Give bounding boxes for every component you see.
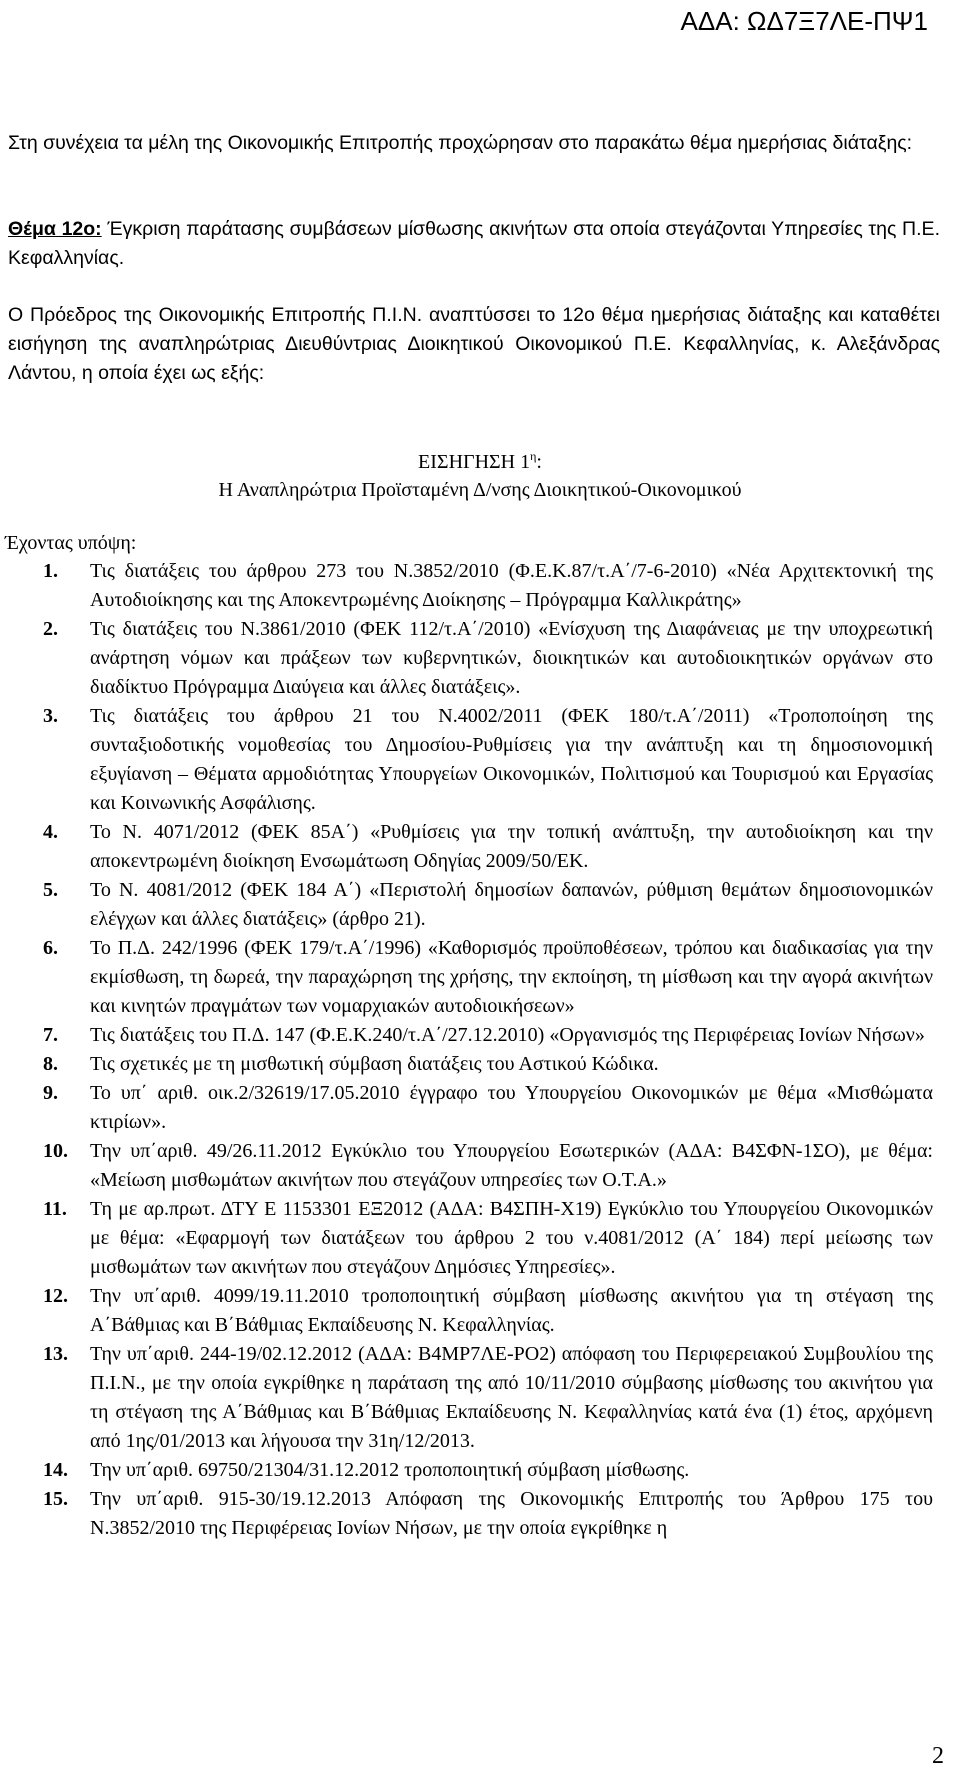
eisigisi-title (0, 449, 960, 475)
eisigisi-title-sup: η (530, 449, 537, 463)
ada-code: ΑΔΑ: ΩΔ7Ξ7ΛΕ-ΠΨ1 (680, 6, 928, 36)
reference-text: Την υπ΄αριθ. 244-19/02.12.2012 (ΑΔΑ: Β4ΜΡ7ΛΕ-ΡΟ2) απόφαση του Περιφερειακού Συμβουλίου της Π.Ι.Ν., με την οποία εγκρίθηκε η παράταση της από 10/11/2010 σύμβασης μίσθωσης του ακινήτου για τη στέγαση της Α΄Βάθμιας και Β΄Βάθμιας Εκπαίδευσης Ν. Κεφαλληνίας κατά ένα (1) έτος, αρχόμενη από 1ης/01/2013 και λήγουσα την 31η/12/2013. (90, 1343, 933, 1452)
topic-paragraph (8, 215, 940, 273)
page-number: 2 (932, 1743, 944, 1769)
intro-paragraph: Στη συνέχεια τα μέλη της Οικονομικής Επιτροπής προχώρησαν στο παρακάτω θέμα ημερήσιας διάταξης: (8, 132, 913, 154)
reference-text: Την υπ΄αριθ. 49/26.11.2012 Εγκύκλιο του Υπουργείου Εσωτερικών (ΑΔΑ: Β4ΣΦΝ-1ΣΟ), με θέμα: «Μείωση μισθωμάτων ακινήτων που στεγάζουν υπηρεσίες των Ο.Τ.Α.» (90, 1140, 933, 1191)
reference-item (8, 818, 933, 876)
reference-item (8, 702, 933, 818)
reference-item (8, 1485, 933, 1543)
reference-number: 10. (43, 1140, 68, 1162)
reference-text: Τις διατάξεις του άρθρου 273 του Ν.3852/2010 (Φ.Ε.Κ.87/τ.Α΄/7-6-2010) «Νέα Αρχιτεκτονική της Αυτοδιοίκησης και της Αποκεντρωμένης Διοίκησης – Πρόγραμμα Καλλικράτης» (90, 560, 933, 611)
reference-number: 13. (43, 1343, 68, 1365)
reference-text: Την υπ΄αριθ. 69750/21304/31.12.2012 τροποποιητική σύμβαση μίσθωσης. (90, 1459, 690, 1481)
eisigisi-title-text: ΕΙΣΗΓΗΣΗ 1 (418, 451, 531, 473)
reference-item (8, 1456, 933, 1485)
reference-item (8, 876, 933, 934)
reference-item (8, 1195, 933, 1282)
reference-text: Την υπ΄αριθ. 915-30/19.12.2013 Απόφαση της Οικονομικής Επιτροπής του Άρθρου 175 του Ν.3852/2010 της Περιφέρειας Ιονίων Νήσων, με την οποία εγκρίθηκε η (90, 1488, 933, 1539)
president-paragraph: Ο Πρόεδρος της Οικονομικής Επιτροπής Π.Ι.Ν. αναπτύσσει το 12ο θέμα ημερήσιας διάταξης και καταθέτει εισήγηση της αναπληρώτριας Διευθύντριας Διοικητικού Οικονομικού Π.Ε. Κεφαλληνίας, κ. Αλεξάνδρας Λάντου, η οποία έχει ως εξής: (8, 304, 940, 384)
reference-item (8, 1282, 933, 1340)
reference-text: Τις σχετικές με τη μισθωτική σύμβαση διατάξεις του Αστικού Κώδικα. (90, 1053, 659, 1075)
reference-text: Το Ν. 4071/2012 (ΦΕΚ 85Α΄) «Ρυθμίσεις για την τοπική ανάπτυξη, την αυτοδιοίκηση και την αποκεντρωμένη διοίκηση Ενσωμάτωση Οδηγίας 2009/50/ΕΚ. (90, 821, 933, 872)
reference-number: 1. (43, 560, 58, 582)
reference-number: 4. (43, 821, 58, 843)
reference-text: Το Π.Δ. 242/1996 (ΦΕΚ 179/τ.Α΄/1996) «Καθορισμός προϋποθέσεων, τρόπου και διαδικασίας για την εκμίσθωση, τη δωρεά, την παραχώρηση της χρήσης, την εκποίηση, τη μίσθωση και την αγορά ακινήτων και κινητών πραγμάτων των νομαρχιακών αυτοδιοικήσεων» (90, 937, 933, 1017)
reference-text: Τη με αρ.πρωτ. ΔΤΥ Ε 1153301 ΕΞ2012 (ΑΔΑ: Β4ΣΠΗ-Χ19) Εγκύκλιο του Υπουργείου Οικονομικών με θέμα: «Εφαρμογή των διατάξεων του άρθρου 2 του ν.4081/2012 (Α΄ 184) περί μείωσης των μισθωμάτων των ακινήτων που στεγάζουν Δημόσιες Υπηρεσίες». (90, 1198, 933, 1278)
reference-number: 2. (43, 618, 58, 640)
reference-text: Το Ν. 4081/2012 (ΦΕΚ 184 Α΄) «Περιστολή δημοσίων δαπανών, ρύθμιση θεμάτων δημοσιονομικών ελέγχων και άλλες διατάξεις» (άρθρο 21). (90, 879, 933, 930)
reference-number: 8. (43, 1053, 58, 1075)
reference-item (8, 1079, 933, 1137)
reference-item (8, 1137, 933, 1195)
reference-text: Την υπ΄αριθ. 4099/19.11.2010 τροποποιητική σύμβαση μίσθωσης ακινήτου για τη στέγαση της Α΄Βάθμιας και Β΄Βάθμιας Εκπαίδευσης Ν. Κεφαλληνίας. (90, 1285, 933, 1336)
reference-number: 5. (43, 879, 58, 901)
references-list (8, 557, 933, 1543)
reference-number: 15. (43, 1488, 68, 1510)
reference-text: Τις διατάξεις του άρθρου 21 του Ν.4002/2011 (ΦΕΚ 180/τ.Α΄/2011) «Τροποποίηση της συνταξιοδοτικής νομοθεσίας του Δημοσίου-Ρυθμίσεις για την ανάπτυξη και τη δημοσιονομική εξυγίανση – Θέματα αρμοδιότητας Υπουργείων Οικονομικών, Πολιτισμού και Τουρισμού και Εργασίας και Κοινωνικής Ασφάλισης. (90, 705, 933, 814)
reference-number: 3. (43, 705, 58, 727)
reference-number: 14. (43, 1459, 68, 1481)
reference-text: Τις διατάξεις του Π.Δ. 147 (Φ.Ε.Κ.240/τ.Α΄/27.12.2010) «Οργανισμός της Περιφέρειας Ιονίων Νήσων» (90, 1024, 925, 1046)
reference-number: 11. (43, 1198, 67, 1220)
reference-item (8, 557, 933, 615)
reference-item (8, 615, 933, 702)
reference-number: 7. (43, 1024, 58, 1046)
reference-number: 12. (43, 1285, 68, 1307)
reference-text: Το υπ΄ αριθ. οικ.2/32619/17.05.2010 έγγραφο του Υπουργείου Οικονομικών με θέμα «Μισθώματα κτιρίων». (90, 1082, 933, 1133)
reference-text: Τις διατάξεις του Ν.3861/2010 (ΦΕΚ 112/τ.Α΄/2010) «Ενίσχυση της Διαφάνειας με την υποχρεωτική ανάρτηση νόμων και πράξεων των κυβερνητικών, διοικητικών και αυτοδιοικητικών οργάνων στο διαδίκτυο Πρόγραμμα Διαύγεια και άλλες διατάξεις». (90, 618, 933, 698)
reference-number: 6. (43, 937, 58, 959)
reference-item (8, 1050, 933, 1079)
topic-text: Έγκριση παράτασης συμβάσεων μίσθωσης ακινήτων στα οποία στεγάζονται Υπηρεσίες της Π.Ε. Κεφαλληνίας. (8, 218, 940, 269)
eisigisi-title-colon: : (536, 451, 542, 473)
reference-item (8, 1021, 933, 1050)
reference-item (8, 1340, 933, 1456)
reference-number: 9. (43, 1082, 58, 1104)
reference-item (8, 934, 933, 1021)
considering-label: Έχοντας υπόψη: (5, 532, 137, 554)
eisigisi-role: Η Αναπληρώτρια Προϊσταμένη Δ/νσης Διοικητικού-Οικονομικού (218, 479, 742, 501)
topic-label: Θέμα 12ο: (8, 218, 102, 240)
